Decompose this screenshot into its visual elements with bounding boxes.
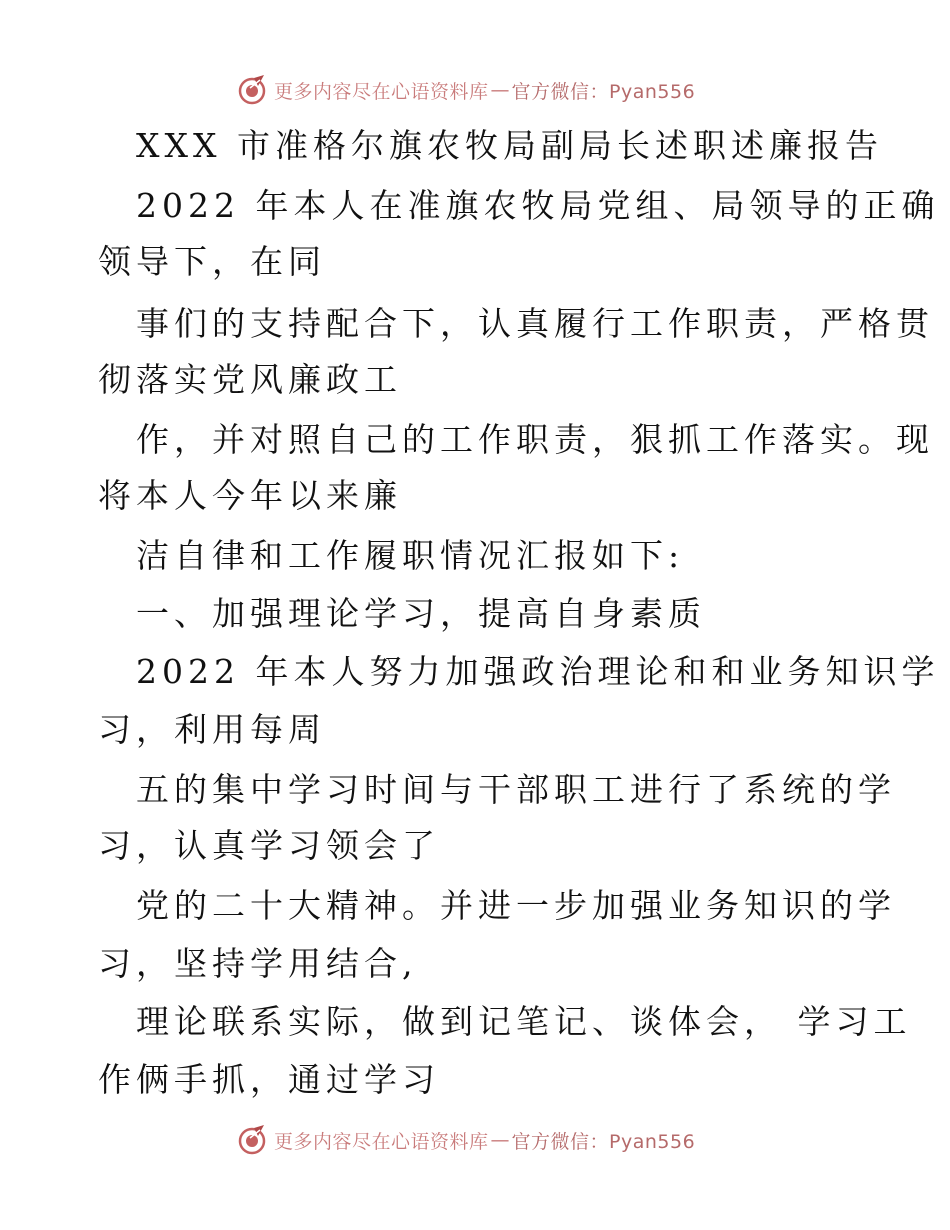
paragraph-line: 2022 年本人在准旗农牧局党组、局领导的正确 [136,186,940,225]
paragraph-line: 理论联系实际，做到记笔记、谈体会， 学习工 [136,1002,912,1041]
watermark-wechat-text: 官方微信：Pyan556 [511,80,696,103]
quill-seal-icon [236,74,268,106]
document-title: XXX 市准格尔旗农牧局副局长述职述廉报告 [136,126,883,165]
paragraph-line: 习，利用每周 [98,710,326,749]
paragraph-line: 洁自律和工作履职情况汇报如下: [136,536,685,575]
watermark-separator: — [490,79,510,101]
paragraph-line: 事们的支持配合下，认真履行工作职责，严格贯 [136,304,934,343]
watermark-separator: — [490,1129,510,1151]
paragraph-line: 五的集中学习时间与干部职工进行了系统的学 [136,770,896,809]
paragraph-line: 2022 年本人努力加强政治理论和和业务知识学 [136,652,940,691]
paragraph-line: 习，坚持学用结合, [98,944,418,983]
header-watermark [236,72,695,108]
paragraph-line: 习，认真学习领会了 [98,826,440,865]
paragraph-line: 作俩手抓，通过学习 [98,1060,440,1099]
paragraph-line: 党的二十大精神。并进一步加强业务知识的学 [136,886,896,925]
quill-seal-icon [236,1124,268,1156]
section-heading: 一、加强理论学习，提高自身素质 [136,594,706,633]
watermark-wechat-text: 官方微信：Pyan556 [511,1130,696,1153]
paragraph-line: 作，并对照自己的工作职责，狠抓工作落实。现 [136,420,934,459]
paragraph-line: 领导下，在同 [98,242,326,281]
paragraph-line: 将本人今年以来廉 [98,476,402,515]
watermark-main-text: 更多内容尽在心语资料库 [274,1130,489,1153]
paragraph-line: 彻落实党风廉政工 [98,360,402,399]
watermark-main-text: 更多内容尽在心语资料库 [274,80,489,103]
footer-watermark [236,1122,695,1158]
